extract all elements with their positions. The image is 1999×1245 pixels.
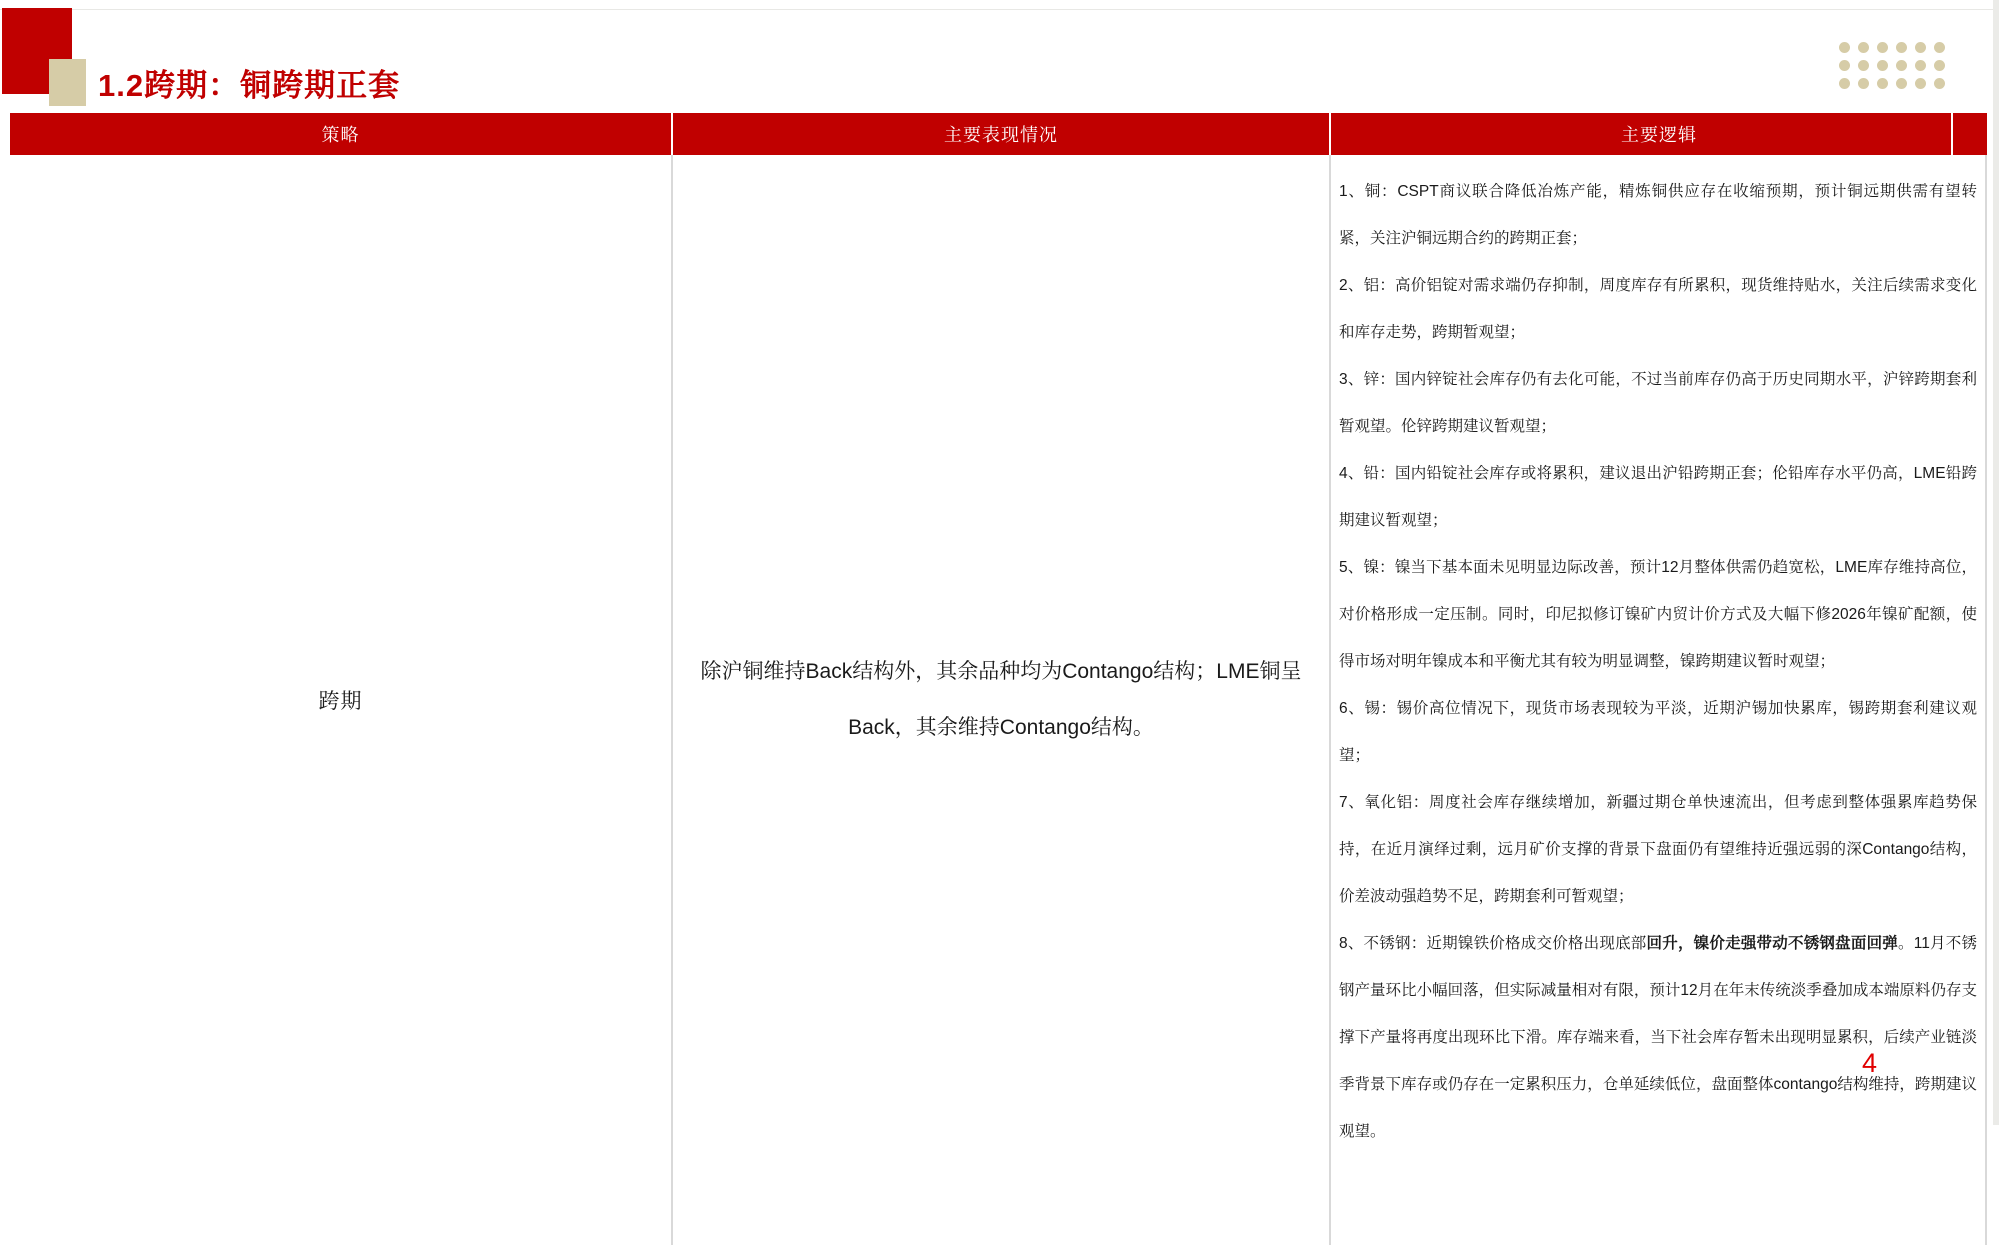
logic-item-text: 7、氧化铝：周度社会库存继续增加，新疆过期仓单快速流出，但考虑到整体强累库趋势保持，在近月演绎过剩，远月矿价支撑的背景下盘面仍有望维持近强远弱的深Contango结构，价差波动强趋势不足，跨期套利可暂观望； <box>1339 794 1977 905</box>
dot-icon <box>1934 42 1945 53</box>
dot-icon <box>1896 42 1907 53</box>
logic-item <box>1339 356 1977 450</box>
slide-right-edge <box>1993 0 1999 1125</box>
column-header-performance: 主要表现情况 <box>673 113 1331 155</box>
dot-icon <box>1896 78 1907 89</box>
dot-icon <box>1839 78 1850 89</box>
dot-icon <box>1877 42 1888 53</box>
cell-performance <box>673 155 1331 1245</box>
logic-item-text: 6、锡：锡价高位情况下，现货市场表现较为平淡，近期沪锡加快累库，锡跨期套利建议观望； <box>1339 700 1977 764</box>
page-number: 4 <box>1862 1048 1878 1078</box>
logic-item-text: 2、铝：高价铝锭对需求端仍存抑制，周度库存有所累积，现货维持贴水，关注后续需求变化和库存走势，跨期暂观望； <box>1339 277 1977 341</box>
page-title: 1.2跨期：铜跨期正套 <box>98 68 401 103</box>
dot-icon <box>1934 60 1945 71</box>
dot-icon <box>1858 78 1869 89</box>
logic-item-text: 8、不锈钢：近期镍铁价格成交价格出现底部 <box>1339 935 1647 952</box>
logic-item-text: 。11月不锈钢产量环比小幅回落，但实际减量相对有限，预计12月在年末传统淡季叠加成本端原料仍存支撑下产量将再度出现环比下滑。库存端来看，当下社会库存暂未出现明显累积，后续产业链淡季背景下库存或仍存在一定累积压力，仓单延续低位，盘面整体contango结构维持，跨期建议观望。 <box>1339 935 1977 1140</box>
strategy-table <box>10 113 1987 1245</box>
table-body-row <box>10 155 1987 1245</box>
logic-item-text: 5、镍：镍当下基本面未见明显边际改善，预计12月整体供需仍趋宽松，LME库存维持高位，对价格形成一定压制。同时，印尼拟修订镍矿内贸计价方式及大幅下修2026年镍矿配额，使得市场对明年镍成本和平衡尤其有较为明显调整，镍跨期建议暂时观望； <box>1339 559 1977 670</box>
dot-icon <box>1934 78 1945 89</box>
logic-item-text: 3、锌：国内锌锭社会库存仍有去化可能，不过当前库存仍高于历史同期水平，沪锌跨期套利暂观望。伦锌跨期建议暂观望； <box>1339 371 1977 435</box>
logic-item-text: 4、铅：国内铅锭社会库存或将累积，建议退出沪铅跨期正套；伦铅库存水平仍高，LME铅跨期建议暂观望； <box>1339 465 1977 529</box>
dot-icon <box>1877 60 1888 71</box>
dot-icon <box>1877 78 1888 89</box>
logic-item-text: 1、铜：CSPT商议联合降低冶炼产能，精炼铜供应存在收缩预期，预计铜远期供需有望转紧，关注沪铜远期合约的跨期正套； <box>1339 183 1977 247</box>
logic-item <box>1339 450 1977 544</box>
header-seam <box>1951 113 1953 155</box>
dot-icon <box>1915 42 1926 53</box>
logic-item <box>1339 168 1977 262</box>
logic-item <box>1339 544 1977 685</box>
performance-text-line: 除沪铜维持Back结构外，其余品种均为Contango结构；LME铜呈 <box>700 660 1302 683</box>
logic-item <box>1339 779 1977 920</box>
column-header-logic: 主要逻辑 <box>1621 125 1697 145</box>
dot-icon <box>1858 42 1869 53</box>
logic-item <box>1339 262 1977 356</box>
performance-text-line: Back，其余维持Contango结构。 <box>848 716 1154 739</box>
strategy-label: 跨期 <box>318 690 363 713</box>
logic-item-text-bold: 回升，镍价走强带动不锈钢盘面回弹 <box>1646 935 1899 952</box>
logic-item <box>1339 685 1977 779</box>
cell-logic <box>1331 155 1987 1245</box>
dots-decoration <box>1839 42 1945 89</box>
cell-strategy <box>10 155 673 1245</box>
logic-item <box>1339 920 1977 1155</box>
table-header-row <box>10 113 1987 155</box>
dot-icon <box>1839 60 1850 71</box>
dot-icon <box>1896 60 1907 71</box>
dot-icon <box>1915 78 1926 89</box>
dot-icon <box>1915 60 1926 71</box>
dot-icon <box>1839 42 1850 53</box>
column-header-strategy: 策略 <box>10 113 673 155</box>
slide-top-edge <box>0 9 1999 10</box>
dot-icon <box>1858 60 1869 71</box>
decoration-beige-square <box>49 59 86 106</box>
